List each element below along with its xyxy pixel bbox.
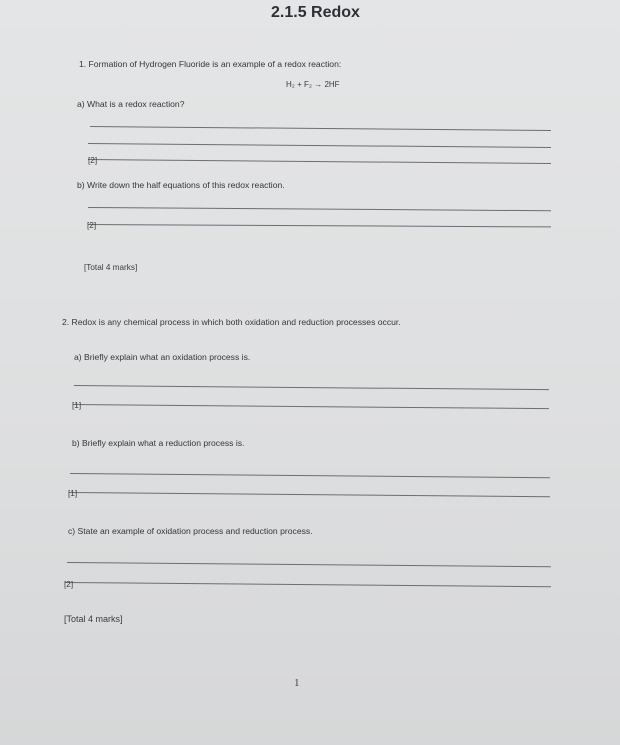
question-1-text: 1. Formation of Hydrogen Fluoride is an example of a redox reaction: <box>79 59 342 69</box>
answer-line[interactable] <box>73 404 549 409</box>
answer-line[interactable] <box>67 562 551 567</box>
question-1b-text: b) Write down the half equations of this redox reaction. <box>77 180 285 190</box>
answer-line[interactable] <box>65 582 551 587</box>
answer-line[interactable] <box>70 473 550 478</box>
question-1-equation: H₂ + F₂ → 2HF <box>286 80 340 89</box>
question-2-text: 2. Redox is any chemical process in which both oxidation and reduction processes occur. <box>62 317 401 327</box>
worksheet-title: 2.1.5 Redox <box>271 4 360 21</box>
answer-line[interactable] <box>88 207 551 211</box>
question-1a-text: a) What is a redox reaction? <box>77 99 185 109</box>
question-2c-text: c) State an example of oxidation process and reduction process. <box>68 526 313 536</box>
question-1a-marks: [2] <box>88 156 98 165</box>
answer-line[interactable] <box>69 492 550 497</box>
answer-line[interactable] <box>74 385 549 390</box>
question-2b-marks: [1] <box>68 489 78 498</box>
answer-line[interactable] <box>88 224 551 227</box>
question-2-total: [Total 4 marks] <box>64 614 123 624</box>
answer-line[interactable] <box>88 143 551 148</box>
page-number: 1 <box>294 677 300 689</box>
question-1-total: [Total 4 marks] <box>84 263 138 272</box>
question-2a-text: a) Briefly explain what an oxidation process is. <box>74 352 251 362</box>
answer-line[interactable] <box>90 126 551 131</box>
question-2c-marks: [2] <box>64 580 74 589</box>
answer-line[interactable] <box>88 159 551 164</box>
question-2b-text: b) Briefly explain what a reduction process is. <box>72 438 245 448</box>
question-1b-marks: [2] <box>87 221 97 230</box>
question-2a-marks: [1] <box>72 401 82 410</box>
